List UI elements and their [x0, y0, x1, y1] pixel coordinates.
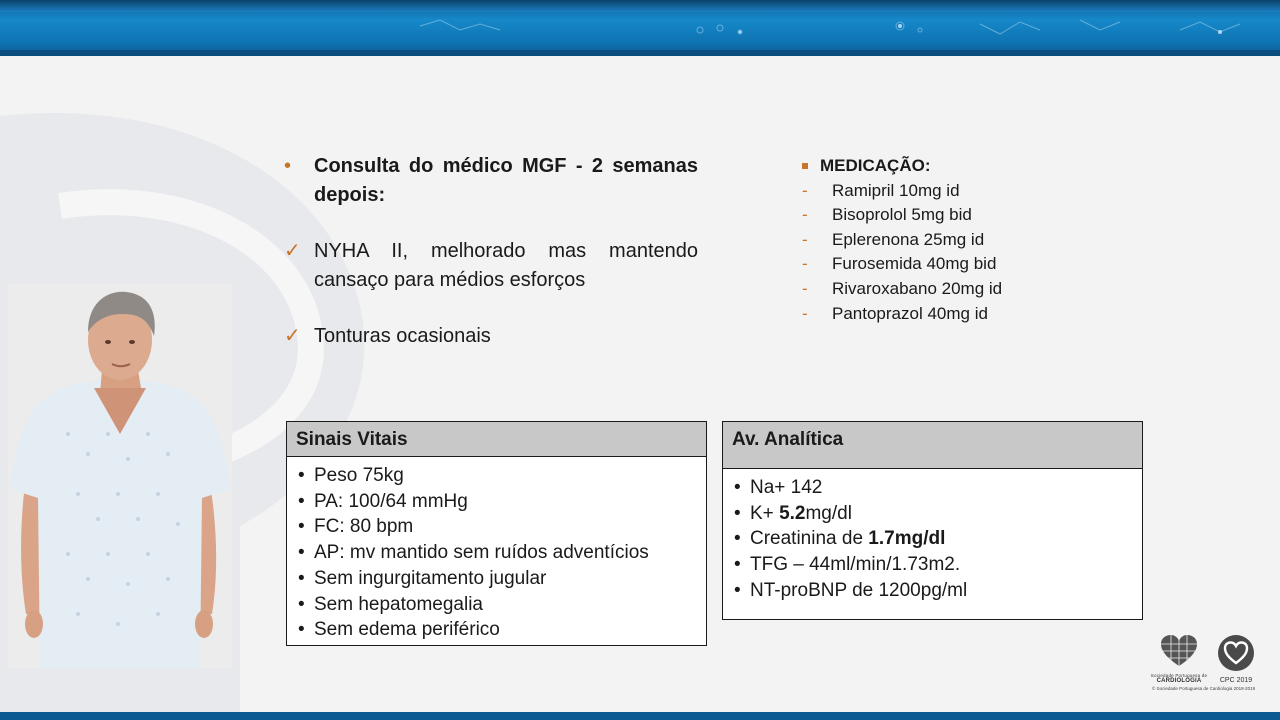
vital-sign-text: Sem edema periférico [314, 619, 500, 641]
list-item [298, 463, 706, 489]
case-summary [284, 152, 698, 351]
dash-bullet-icon: - [802, 229, 808, 249]
dash-bullet-icon: - [802, 254, 808, 274]
dash-bullet-icon: - [802, 278, 808, 298]
medication-item-text: Eplerenona 25mg id [832, 229, 985, 249]
medication-item [802, 302, 1002, 327]
dash-bullet-icon: - [802, 303, 808, 323]
bullet-dot-icon: • [734, 579, 741, 601]
patient-figure [8, 284, 232, 668]
medication-item [802, 203, 1002, 228]
medication-list [802, 154, 1002, 326]
footer-copyright: © Sociedade Portuguesa de Cardiologia 2018-2019 [1152, 686, 1256, 691]
list-item [734, 501, 1142, 527]
medication-item-text: Pantoprazol 40mg id [832, 303, 988, 323]
dash-bullet-icon: - [802, 180, 808, 200]
heart-grid-icon [1159, 634, 1199, 668]
list-item [298, 566, 706, 592]
bullet-dot-icon: • [298, 619, 305, 641]
medication-item-text: Furosemida 40mg bid [832, 254, 997, 274]
cpc-heart-icon [1217, 634, 1255, 672]
checkmark-icon: ✓ [284, 240, 301, 262]
lab-potassium-value: 5.2 [779, 502, 806, 524]
list-item [298, 540, 706, 566]
lab-results-box [722, 421, 1143, 620]
vital-sign-text: AP: mv mantido sem ruídos adventícios [314, 542, 649, 564]
lab-potassium-unit: mg/dl [805, 502, 852, 524]
dash-bullet-icon: - [802, 205, 808, 225]
spc-logo [1150, 634, 1208, 694]
bullet-dot-icon: • [734, 502, 741, 524]
list-item [298, 592, 706, 618]
medication-item-text: Ramipril 10mg id [832, 180, 960, 200]
bullet-dot-icon: • [284, 155, 292, 177]
lab-results-list [723, 469, 1142, 604]
square-bullet-icon [802, 163, 808, 169]
case-title-row [284, 152, 698, 210]
vital-sign-text: FC: 80 bpm [314, 516, 414, 538]
vital-signs-box [286, 421, 707, 646]
lab-results-heading: Av. Analítica [723, 422, 1142, 469]
checkmark-icon: ✓ [284, 325, 301, 347]
spc-logo-small-text: Sociedade Portuguesa de [1150, 673, 1208, 678]
list-item [298, 514, 706, 540]
bullet-dot-icon: • [298, 542, 305, 564]
lab-creatinine-prefix: Creatinina de [750, 528, 869, 550]
bullet-dot-icon: • [734, 477, 741, 498]
medication-item [802, 252, 1002, 277]
vital-signs-list [287, 457, 706, 643]
bullet-dot-icon: • [298, 516, 305, 538]
list-item [734, 552, 1142, 578]
medication-item-text: Rivaroxabano 20mg id [832, 278, 1003, 298]
footer-banner [0, 712, 1280, 720]
lab-creatinine [750, 526, 945, 552]
symptom-text: Tonturas ocasionais [314, 325, 491, 347]
symptom-row [284, 237, 698, 295]
vital-signs-heading: Sinais Vitais [287, 422, 706, 457]
medication-item [802, 228, 1002, 253]
bullet-dot-icon: • [734, 528, 741, 550]
lab-potassium-prefix: K+ [750, 502, 780, 524]
list-item [734, 578, 1142, 604]
list-item [298, 617, 706, 643]
symptom-text: NYHA II, melhorado mas mantendo cansaço para médios esforços [314, 240, 698, 291]
medication-heading [802, 154, 1002, 179]
bullet-dot-icon: • [298, 490, 305, 512]
lab-potassium [750, 501, 852, 527]
lab-gfr: TFG – 44ml/min/1.73m2. [750, 554, 961, 576]
vital-sign-text: PA: 100/64 mmHg [314, 490, 468, 512]
bullet-dot-icon: • [298, 465, 305, 486]
list-item [734, 475, 1142, 501]
vital-sign-text: Peso 75kg [314, 465, 404, 486]
symptom-row [284, 322, 698, 351]
medication-item [802, 179, 1002, 204]
bullet-dot-icon: • [298, 593, 305, 615]
bullet-dot-icon: • [734, 554, 741, 576]
bullet-dot-icon: • [298, 567, 305, 589]
medication-heading-text: MEDICAÇÃO: [820, 156, 931, 175]
vital-sign-text: Sem hepatomegalia [314, 593, 483, 615]
header-banner [0, 0, 1280, 56]
molecule-pattern [0, 0, 1280, 56]
list-item [298, 489, 706, 515]
lab-sodium: Na+ 142 [750, 477, 823, 498]
patient-illustration [8, 284, 232, 668]
list-item [734, 526, 1142, 552]
cpc-logo [1214, 634, 1258, 684]
vital-sign-text: Sem ingurgitamento jugular [314, 567, 547, 589]
medication-item [802, 277, 1002, 302]
lab-creatinine-value: 1.7mg/dl [868, 528, 946, 550]
cpc-logo-text: CPC 2019 [1219, 677, 1253, 684]
medication-item-text: Bisoprolol 5mg bid [832, 205, 972, 225]
spc-logo-text: CARDIOLOGIA [1156, 678, 1202, 684]
lab-ntprobnp: NT-proBNP de 1200pg/ml [750, 579, 968, 601]
case-title: Consulta do médico MGF - 2 semanas depois: [314, 155, 698, 206]
